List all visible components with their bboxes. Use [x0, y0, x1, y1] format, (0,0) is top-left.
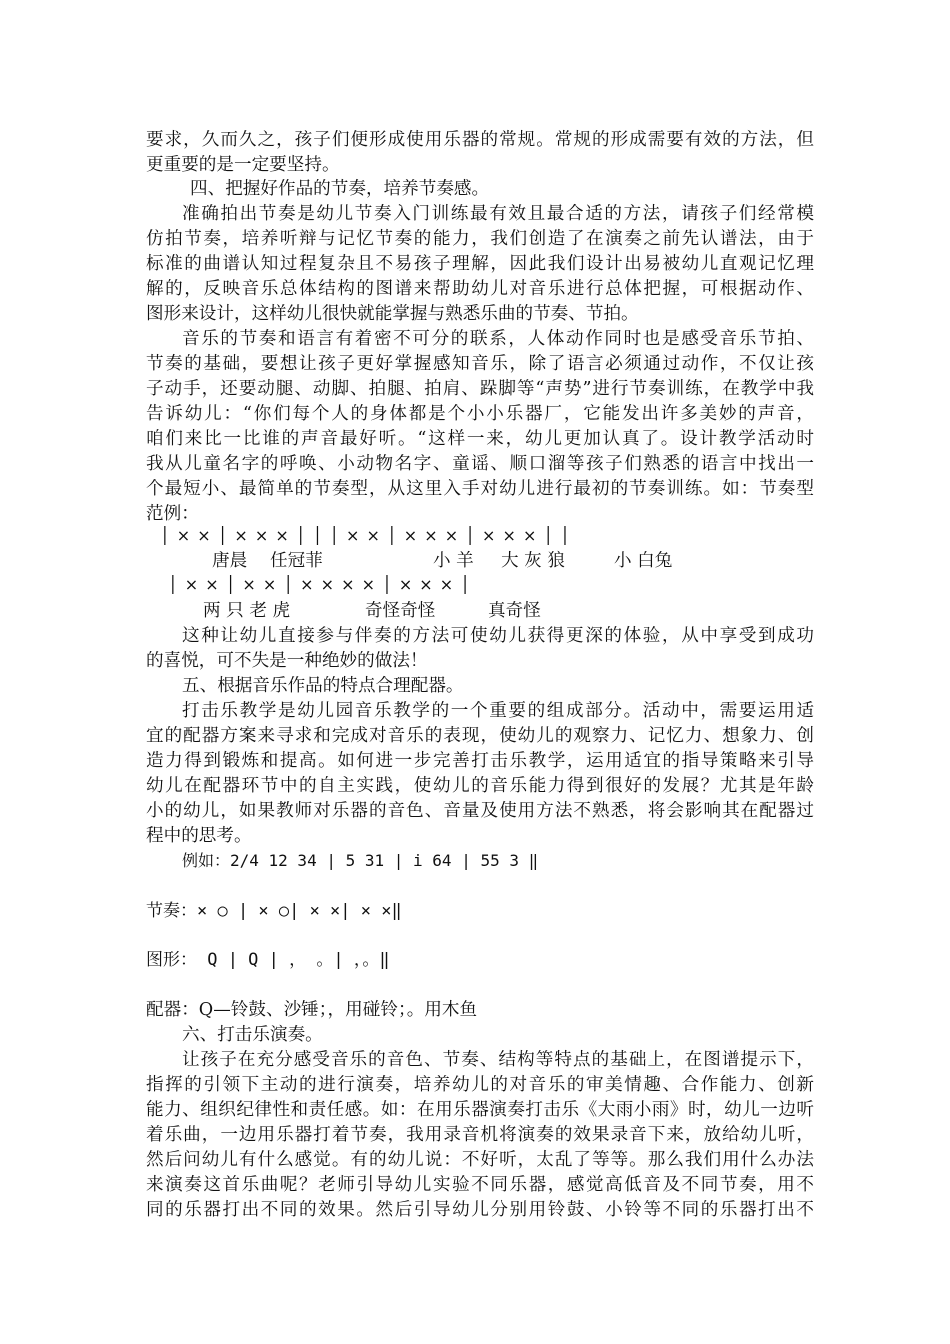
paragraph-line: 图形来设计，这样幼儿很快就能掌握与熟悉乐曲的节奏、节拍。 [146, 304, 639, 324]
section-heading: 五、根据音乐作品的特点合理配器。 [182, 676, 464, 696]
section-heading: 六、打击乐演奏。 [182, 1025, 323, 1045]
paragraph-line: 着乐曲，一边用乐器打着节奏，我用录音机将演奏的效果录音下来，放给幼儿听， [146, 1125, 814, 1145]
paragraph-line: 准确拍出节奏是幼儿节奏入门训练最有效且最合适的方法，请孩子们经常模 [182, 204, 814, 224]
rhythm-word: 大 灰 狼 [501, 551, 565, 571]
paragraph-line: 的喜悦，可不失是一种绝妙的做法！ [146, 651, 428, 671]
rhythm-word: 两 只 老 虎 [203, 601, 291, 621]
instrument-line: 配器：Q—铃鼓、沙锤；，用碰铃；。用木鱼 [146, 1000, 478, 1020]
paragraph-line: 个最短小、最简单的节奏型，从这里入手对幼儿进行最初的节奏训练。如：节奏型 [146, 479, 814, 499]
paragraph-line: 解的，反映音乐总体结构的图谱来帮助幼儿对音乐进行总体把握，可根据动作、 [146, 279, 814, 299]
section-heading: 四、把握好作品的节奏，培养节奏感。 [190, 179, 490, 199]
paragraph-line: 子动手，还要动腿、动脚、拍腿、拍肩、跺脚等“声势”进行节奏训练，在教学中我 [146, 379, 814, 399]
paragraph-line: 来演奏这首乐曲呢？老师引导幼儿实验不同乐器，感觉高低音及不同节奏，用不 [146, 1175, 814, 1195]
paragraph-line: 咱们来比一比谁的声音最好听。“这样一来，幼儿更加认真了。设计教学活动时 [146, 429, 814, 449]
paragraph-line: 打击乐教学是幼儿园音乐教学的一个重要的组成部分。活动中，需要运用适 [182, 701, 814, 721]
paragraph-line: 更重要的是一定要坚持。 [146, 155, 340, 175]
paragraph-line: 告诉幼儿：“你们每个人的身体都是个小小乐器厂，它能发出许多美妙的声音， [146, 404, 814, 424]
rhythm-word: 小 羊 [433, 551, 474, 571]
rhythm-word: 唐晨 [212, 551, 248, 571]
rhythm-word: 真奇怪 [488, 601, 541, 621]
rhythm-word: 奇怪奇怪 [365, 601, 436, 621]
paragraph-line: 造力得到锻炼和提高。如何进一步完善打击乐教学，运用适宜的指导策略来引导 [146, 751, 814, 771]
paragraph-line: 程中的思考。 [146, 826, 252, 846]
paragraph-line: 能力、组织纪律性和责任感。如：在用乐器演奏打击乐《大雨小雨》时，幼儿一边听 [146, 1100, 814, 1120]
rhythm-notation: │ × × │ × × × │ │ │ × × │ × × × │ × × × │ │ [160, 526, 571, 545]
paragraph-line: 仿拍节奏，培养听辩与记忆节奏的能力，我们创造了在演奏之前先认谱法，由于 [146, 229, 814, 249]
paragraph-line: 标准的曲谱认知过程复杂且不易孩子理解，因此我们设计出易被幼儿直观记忆理 [146, 254, 814, 274]
paragraph-line: 小的幼儿，如果教师对乐器的音色、音量及使用方法不熟悉，将会影响其在配器过 [146, 801, 814, 821]
shape-line: 图形： Q | Q | ， 。| ，。‖ [146, 950, 390, 970]
paragraph-line: 这种让幼儿直接参与伴奏的方法可使幼儿获得更深的体验，从中享受到成功 [182, 626, 814, 646]
paragraph-line: 节奏的基础，要想让孩子更好掌握感知音乐，除了语言必须通过动作，不仅让孩 [146, 354, 814, 374]
paragraph-line: 我从儿童名字的呼唤、小动物名字、童谣、顺口溜等孩子们熟悉的语言中找出一 [146, 454, 814, 474]
rhythm-line: 节奏：× ○ | × ○| × ×| × ×‖ [146, 901, 402, 921]
paragraph-line: 幼儿在配器环节中的自主实践，使幼儿的音乐能力得到很好的发展？尤其是年龄 [146, 776, 814, 796]
paragraph-line: 要求，久而久之，孩子们便形成使用乐器的常规。常规的形成需要有效的方法，但 [146, 130, 814, 150]
rhythm-notation: │ × × │ × × │ × × × × │ × × × │ [168, 575, 471, 594]
rhythm-word: 小 白兔 [614, 551, 673, 571]
paragraph-line: 音乐的节奏和语言有着密不可分的联系，人体动作同时也是感受音乐节拍、 [182, 329, 814, 349]
paragraph-line: 然后问幼儿有什么感觉。有的幼儿说：不好听，太乱了等等。那么我们用什么办法 [146, 1150, 814, 1170]
paragraph-line: 同的乐器打出不同的效果。然后引导幼儿分别用铃鼓、小铃等不同的乐器打出不 [146, 1200, 814, 1220]
paragraph-line: 宜的配器方案来寻求和完成对音乐的表现，使幼儿的观察力、记忆力、想象力、创 [146, 726, 814, 746]
music-example: 例如：2/4 12 34 | 5 31 | i 64 | 55 3 ‖ [182, 851, 539, 870]
paragraph-line: 让孩子在充分感受音乐的音色、节奏、结构等特点的基础上，在图谱提示下， [182, 1050, 814, 1070]
paragraph-line: 范例： [146, 504, 199, 524]
paragraph-line: 指挥的引领下主动的进行演奏，培养幼儿的对音乐的审美情趣、合作能力、创新 [146, 1075, 814, 1095]
rhythm-word: 任冠菲 [270, 551, 323, 571]
